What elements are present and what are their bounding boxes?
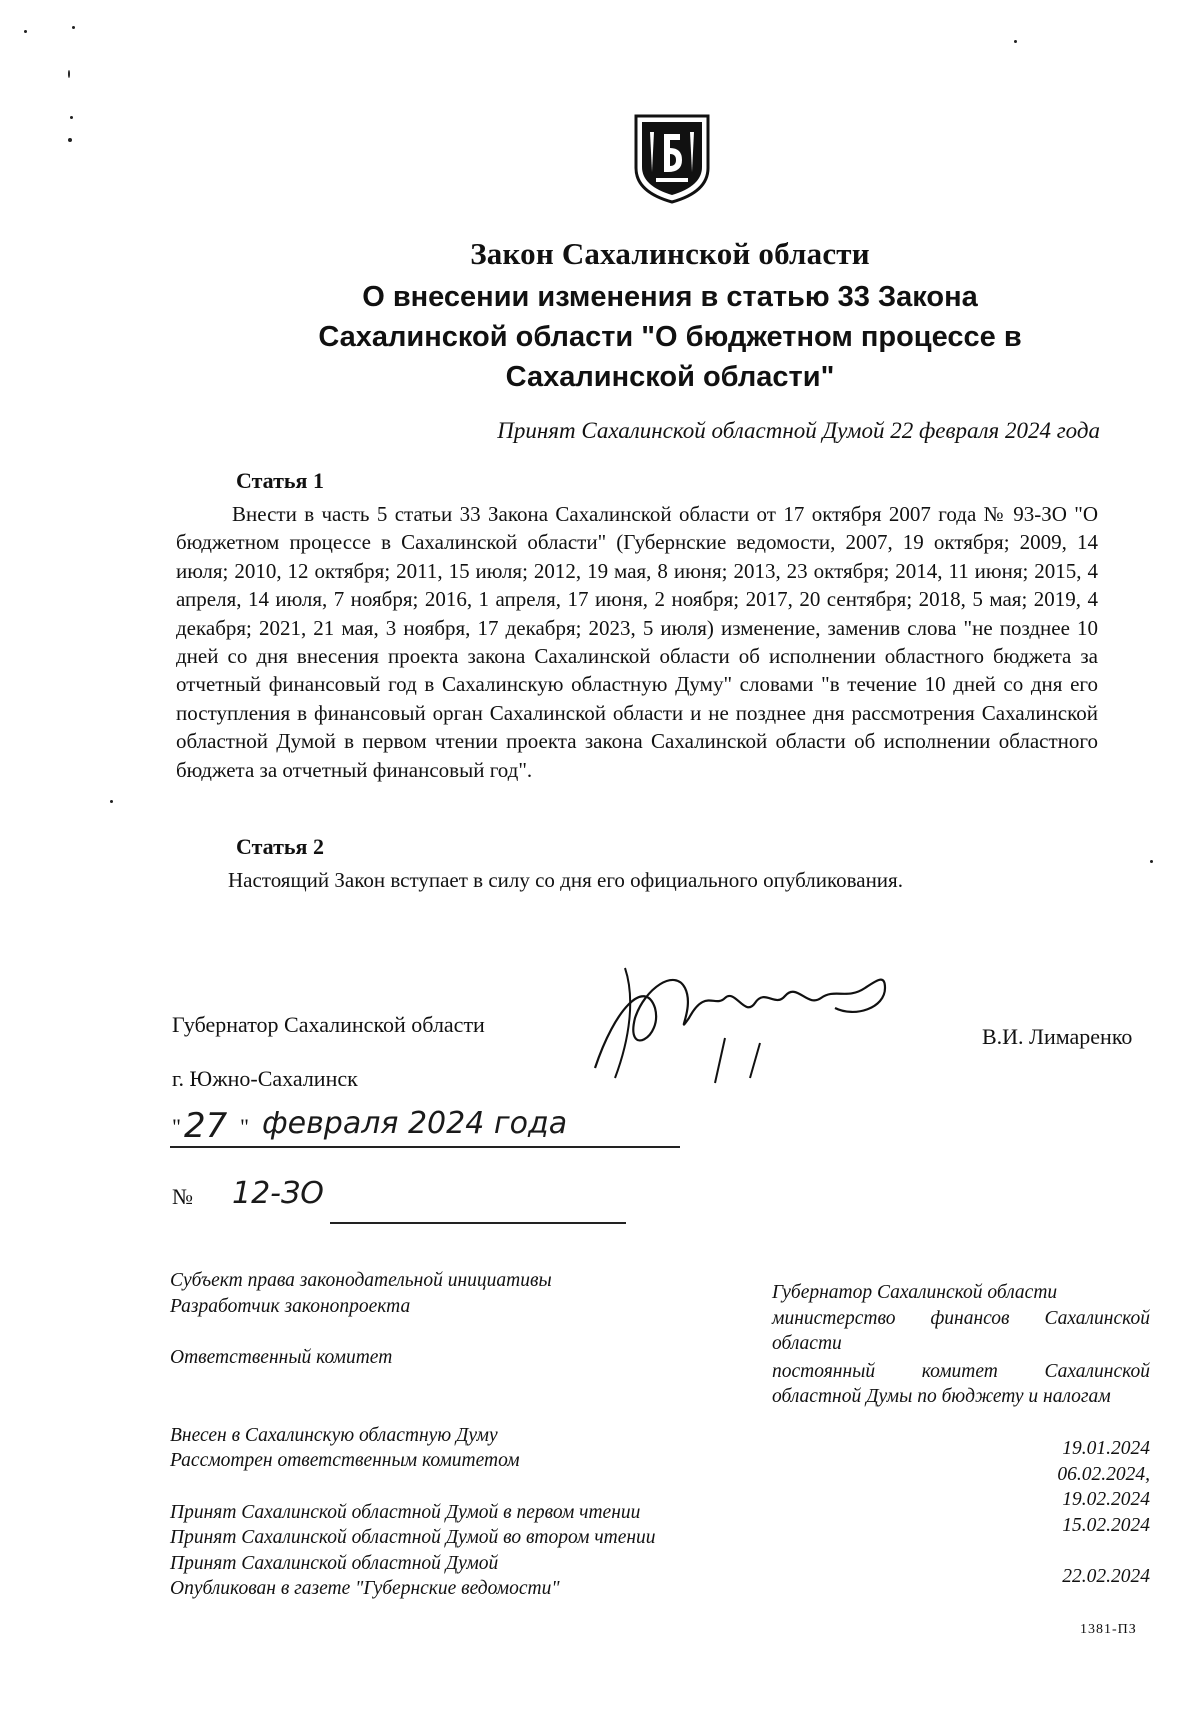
signing-date (170, 1106, 690, 1160)
meta-item: Внесен в Сахалинскую областную Думу (170, 1424, 498, 1446)
governor-name: В.И. Лимаренко (982, 1024, 1133, 1049)
handwritten-signature (585, 948, 895, 1088)
article-1-heading: Статья 1 (236, 468, 324, 493)
meta-subject: Губернатор Сахалинской области (772, 1282, 1058, 1303)
scan-speck (1150, 860, 1153, 863)
date-open-quote: " (172, 1114, 181, 1139)
meta-right (772, 1280, 1150, 1410)
date-underline (170, 1146, 680, 1148)
city-label: г. Южно-Сахалинск (172, 1066, 358, 1091)
scan-speck (70, 116, 73, 119)
scan-speck (68, 70, 70, 78)
number-label: № (172, 1184, 193, 1209)
article-2-heading: Статья 2 (236, 834, 324, 859)
adoption-note: Принят Сахалинской областной Думой 22 февраля 2024 года (497, 418, 1100, 443)
law-subtitle (240, 277, 1100, 397)
meta-item: Опубликован в газете "Губернские ведомости" (170, 1578, 560, 1599)
meta-item: Субъект права законодательной инициативы (170, 1270, 552, 1291)
meta-left (170, 1268, 730, 1602)
coat-of-arms-emblem (630, 112, 714, 206)
meta-date: 15.02.2024 (1062, 1514, 1150, 1536)
meta-committee: постоянный комитет Сахалинской областной Думы по бюджету и налогам (772, 1360, 1150, 1407)
subtitle-line: Сахалинской области "О бюджетном процессе в (318, 321, 1022, 353)
scan-speck (110, 800, 113, 803)
meta-item: Разработчик законопроекта (170, 1295, 411, 1317)
meta-item: Принят Сахалинской областной Думой во втором чтении (170, 1527, 656, 1548)
scan-speck (72, 26, 75, 29)
meta-date: 06.02.2024, (1057, 1463, 1150, 1485)
article-2-text: Настоящий Закон вступает в силу со дня его официального опубликования. (228, 868, 903, 892)
article-1-text: Внести в часть 5 статьи 33 Закона Сахалинской области от 17 октября 2007 года № 93-ЗО "О бюджетном процессе в Сахалинской области" (Губернские ведомости, 2007, 19 октября; 2009, 14 июля; 2010, 12 октября; 2011, 15 июля; 2012, 19 мая, 8 июня; 2013, 23 октября; 2014, 11 июня; 2015, 4 апреля, 14 июля, 7 ноября; 2016, 1 апреля, 17 июня, 2 ноября; 2017, 20 сентября; 2018, 5 мая; 2019, 4 декабря; 2021, 21 мая, 3 ноября, 17 декабря; 2023, 5 июля) изменение, заменив слова "не позднее 10 дней со дня внесения проекта закона Сахалинской области об исполнении областного бюджета за отчетный финансовый год в Сахалинскую областную Думу" словами "в течение 10 дней со дня его поступления в финансовый орган Сахалинской области и не позднее дня рассмотрения Сахалинской областной Думой в первом чтении проекта закона Сахалинской области об исполнении областного бюджета за отчетный финансовый год". (176, 502, 1098, 782)
meta-developer: министерство финансов Сахалинской области (772, 1307, 1150, 1354)
meta-date: 19.01.2024 (1062, 1438, 1150, 1459)
law-title: Закон Сахалинской области (470, 236, 870, 271)
subtitle-line: О внесении изменения в статью 33 Закона (362, 281, 978, 313)
number-underline (330, 1222, 626, 1224)
meta-dates (960, 1436, 1150, 1590)
meta-date: 19.02.2024 (1062, 1489, 1150, 1510)
date-day: 27 (184, 1106, 228, 1146)
law-number: 12-ЗО (232, 1176, 324, 1211)
meta-item: Рассмотрен ответственным комитетом (170, 1450, 520, 1471)
date-month-year: февраля 2024 года (262, 1106, 568, 1141)
meta-item: Ответственный комитет (170, 1347, 393, 1368)
scan-speck (24, 30, 27, 33)
subtitle-line: Сахалинской области" (505, 361, 835, 393)
scan-speck (1014, 40, 1017, 43)
meta-item: Принят Сахалинской областной Думой (170, 1552, 499, 1574)
meta-date: 22.02.2024 (1062, 1566, 1150, 1587)
scan-speck (68, 138, 72, 142)
meta-item: Принят Сахалинской областной Думой в первом чтении (170, 1501, 641, 1523)
governor-label: Губернатор Сахалинской области (172, 1012, 485, 1037)
date-close-quote: " (240, 1114, 249, 1139)
document-code: 1381-ПЗ (1080, 1622, 1137, 1637)
